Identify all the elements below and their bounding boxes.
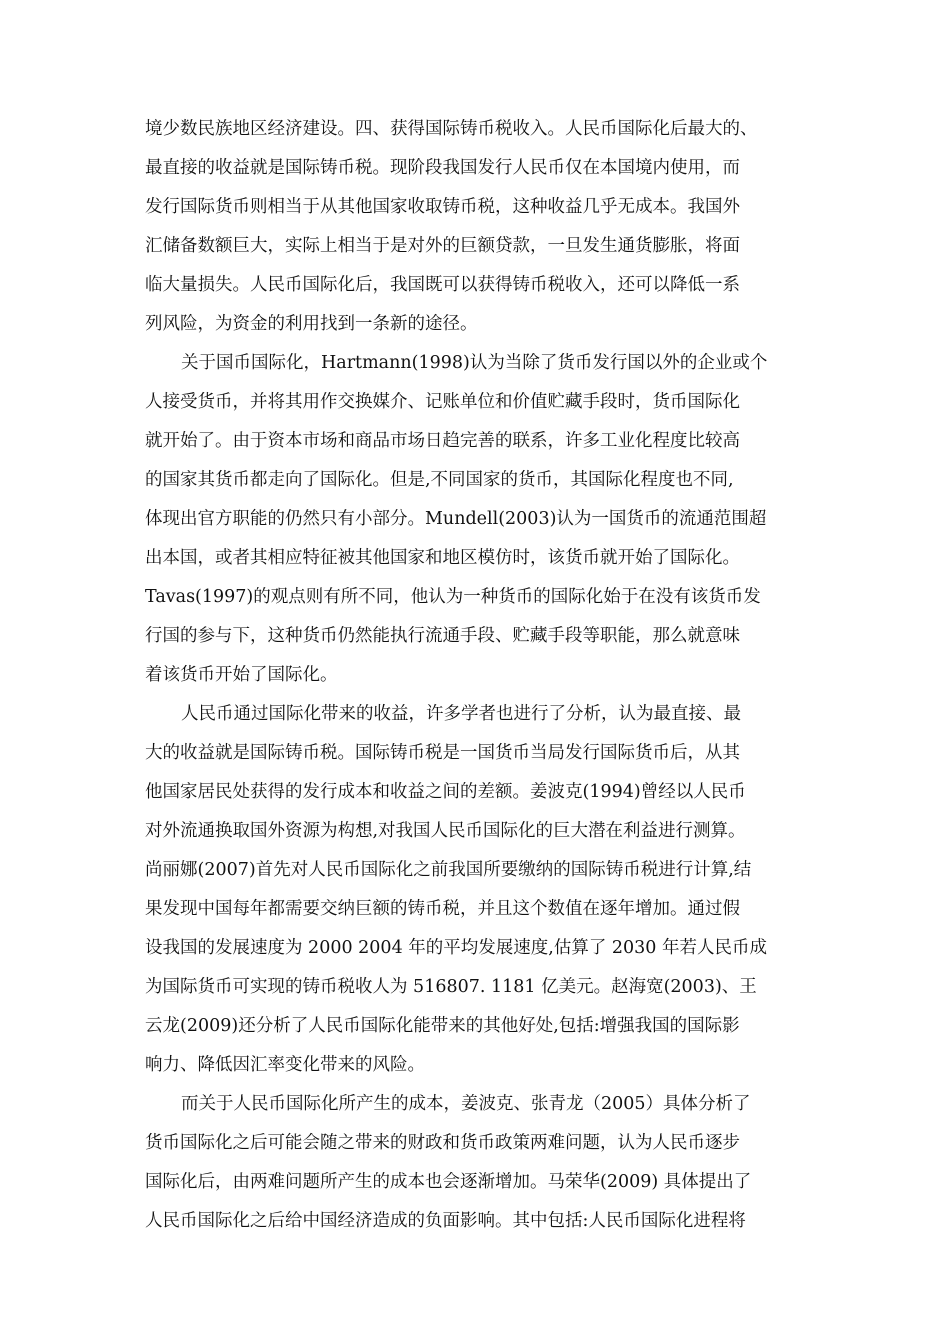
text-line: 尚丽娜(2007)首先对人民币国际化之前我国所要缴纳的国际铸币税进行计算,结 <box>145 860 752 880</box>
text-line: 临大量损失。人民币国际化后，我国既可以获得铸币税收入，还可以降低一系 <box>145 275 740 295</box>
text-line: 对外流通换取国外资源为构想,对我国人民币国际化的巨大潜在利益进行测算。 <box>145 821 746 841</box>
text-line: 最直接的收益就是国际铸币税。现阶段我国发行人民币仅在本国境内使用，而 <box>145 158 740 178</box>
text-line: 关于国币国际化，Hartmann(1998)认为当除了货币发行国以外的企业或个 <box>181 353 768 373</box>
text-line: 体现出官方职能的仍然只有小部分。Mundell(2003)认为一国货币的流通范围超 <box>145 509 767 529</box>
document-body <box>145 110 810 1241</box>
text-line: 境少数民族地区经济建设。四、获得国际铸币税收入。人民币国际化后最大的、 <box>145 119 758 139</box>
text-line: 出本国，或者其相应特征被其他国家和地区模仿时，该货币就开始了国际化。 <box>145 548 740 568</box>
paragraph <box>145 344 810 695</box>
text-line: 云龙(2009)还分析了人民币国际化能带来的其他好处,包括:增强我国的国际影 <box>145 1016 740 1036</box>
text-line: 而关于人民币国际化所产生的成本，姜波克、张青龙（2005）具体分析了 <box>181 1094 751 1114</box>
text-line: 的国家其货币都走向了国际化。但是,不同国家的货币，其国际化程度也不同, <box>145 470 734 490</box>
text-line: 人民币国际化之后给中国经济造成的负面影响。其中包括:人民币国际化进程将 <box>145 1211 746 1231</box>
text-line: 行国的参与下，这种货币仍然能执行流通手段、贮藏手段等职能，那么就意味 <box>145 626 740 646</box>
paragraph <box>145 110 810 344</box>
text-line: 汇储备数额巨大，实际上相当于是对外的巨额贷款，一旦发生通货膨胀，将面 <box>145 236 740 256</box>
text-line: 他国家居民处获得的发行成本和收益之间的差额。姜波克(1994)曾经以人民币 <box>145 782 746 802</box>
text-line: 人民币通过国际化带来的收益，许多学者也进行了分析，认为最直接、最 <box>181 704 741 724</box>
text-line: 设我国的发展速度为 2000 2004 年的平均发展速度,估算了 2030 年若人民币成 <box>145 938 767 958</box>
paragraph <box>145 1085 810 1241</box>
text-line: 列风险，为资金的利用找到一条新的途径。 <box>145 314 478 334</box>
text-line: 就开始了。由于资本市场和商品市场日趋完善的联系，许多工业化程度比较高 <box>145 431 740 451</box>
paragraph <box>145 695 810 1085</box>
text-line: 响力、降低因汇率变化带来的风险。 <box>145 1055 425 1075</box>
text-line: 人接受货币，并将其用作交换媒介、记账单位和价值贮藏手段时，货币国际化 <box>145 392 740 412</box>
text-line: 发行国际货币则相当于从其他国家收取铸币税，这种收益几乎无成本。我国外 <box>145 197 740 217</box>
text-line: 果发现中国每年都需要交纳巨额的铸币税，并且这个数值在逐年增加。通过假 <box>145 899 740 919</box>
text-line: 大的收益就是国际铸币税。国际铸币税是一国货币当局发行国际货币后，从其 <box>145 743 740 763</box>
text-line: Tavas(1997)的观点则有所不同，他认为一种货币的国际化始于在没有该货币发 <box>145 587 761 607</box>
text-line: 国际化后，由两难问题所产生的成本也会逐渐增加。马荣华(2009) 具体提出了 <box>145 1172 752 1192</box>
text-line: 货币国际化之后可能会随之带来的财政和货币政策两难问题，认为人民币逐步 <box>145 1133 740 1153</box>
text-line: 为国际货币可实现的铸币税收人为 516807. 1181 亿美元。赵海宽(2003)、王 <box>145 977 757 997</box>
text-line: 着该货币开始了国际化。 <box>145 665 338 685</box>
